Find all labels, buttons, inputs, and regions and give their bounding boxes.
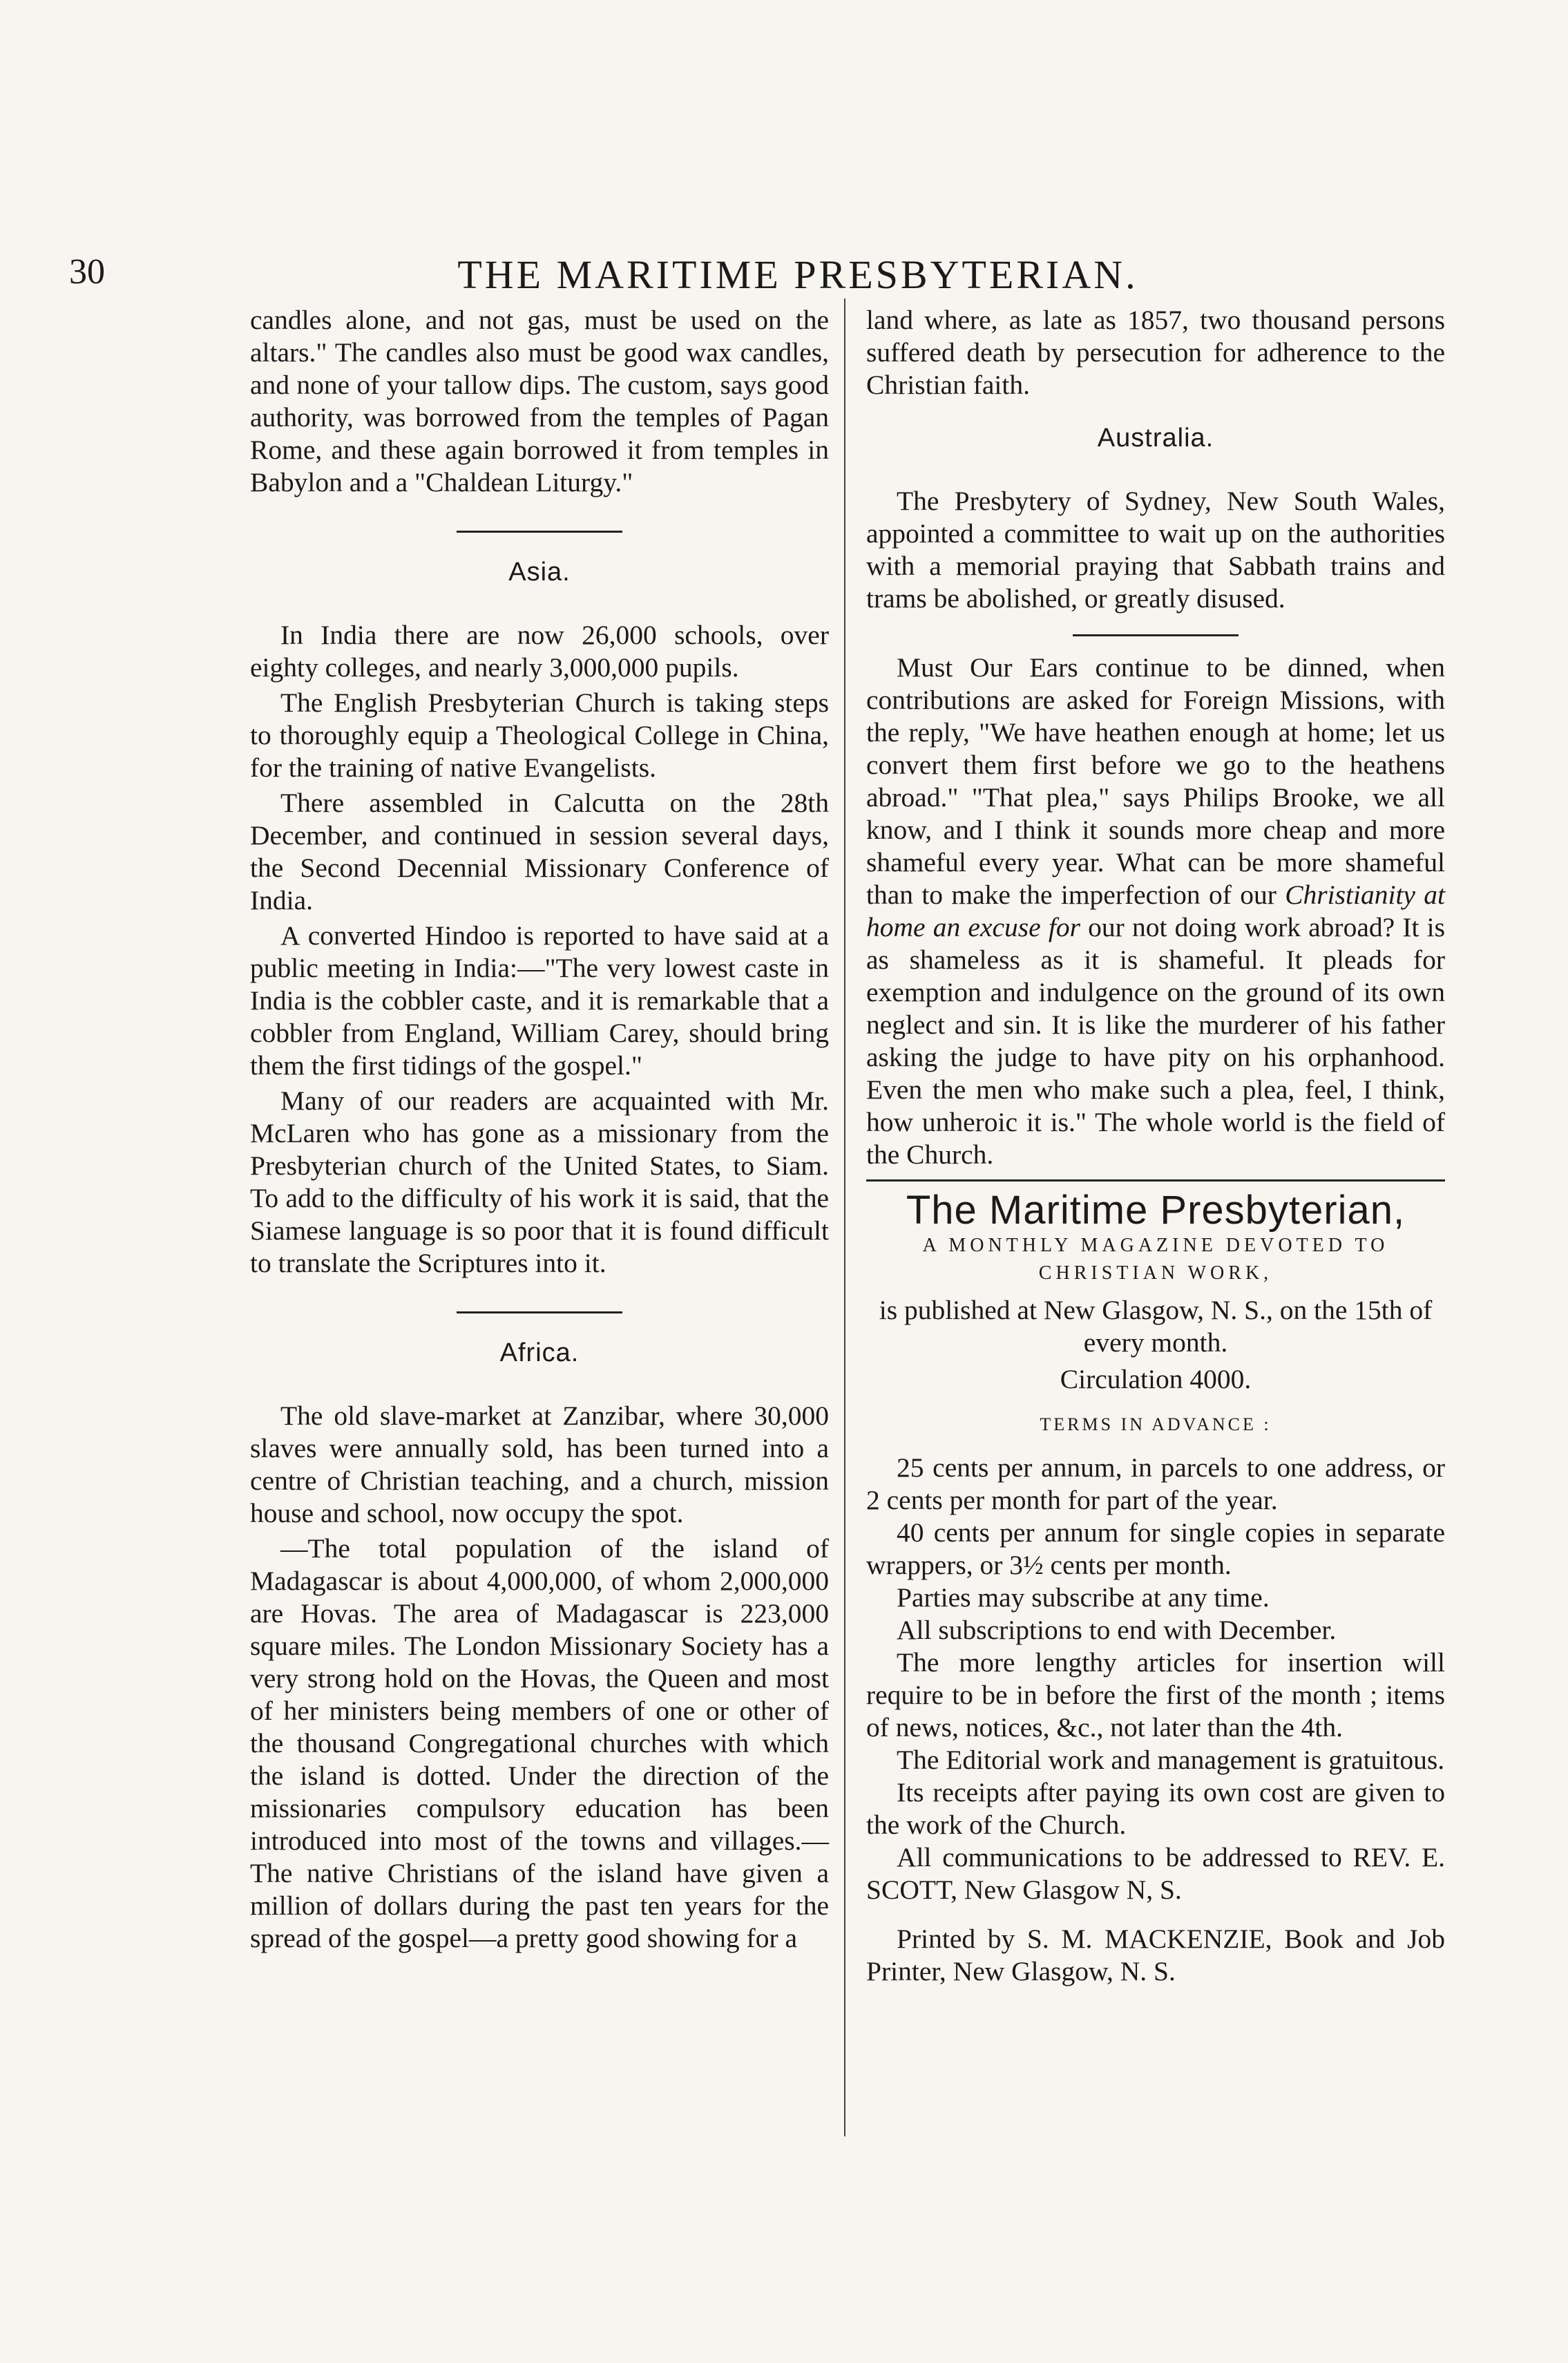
page-header xyxy=(69,249,1423,304)
running-title: THE MARITIME PRESBYTERIAN. xyxy=(457,252,1138,297)
section-heading-australia: Australia. xyxy=(1097,424,1214,453)
terms-item: The more lengthy articles for insertion will require to be in before the first of the month ; items of news, notices, &c., not later than the 4th. xyxy=(866,1647,1445,1743)
section-rule xyxy=(1073,634,1239,636)
section-heading-asia: Asia. xyxy=(508,558,571,587)
intro-paragraph: candles alone, and not gas, must be used on the altars." The candles also must be good wax candles, and none of your tallow dips. The custom, says good authority, was borrowed from the temples of Pagan Rome, and these again borrowed it from temples in Babylon and a "Chaldean Liturgy." xyxy=(250,305,829,497)
continued-paragraph: land where, as late as 1857, two thousand persons suffered death by persecution for adherence to the Christian faith. xyxy=(866,305,1445,400)
left-column xyxy=(250,304,829,1957)
must-paragraph xyxy=(866,652,1445,1171)
asia-paragraph: The English Presbyterian Church is taking steps to thoroughly equip a Theological College in China, for the training of native Evangelists. xyxy=(250,687,829,783)
terms-item: All communications to be addressed to REV. E. SCOTT, New Glasgow N, S. xyxy=(866,1842,1445,1905)
terms-item: Parties may subscribe at any time. xyxy=(897,1582,1270,1613)
australia-paragraph: The Presbytery of Sydney, New South Wales, appointed a committee to wait up on the authorities with a memorial praying that Sabbath trains and trams be abolished, or greatly disused. xyxy=(866,486,1445,614)
masthead xyxy=(866,1188,1445,1988)
must-paragraph-italic: Christianity at home an excuse for xyxy=(866,880,1446,942)
section-rule xyxy=(457,1311,622,1313)
section-rule xyxy=(457,531,622,533)
must-paragraph-lead: Must Our Ears continue to be dinned, when contributions are asked for Foreign Missions, with the reply, "We have heathen enough at home; let us convert them first before we go to the heathens abroad." "That plea," says Philips Brooke, we all know, and I think it sounds more cheap and more shameful every year. What can be more shameful than to make the imperfection of our xyxy=(866,652,1445,910)
terms-item: Its receipts after paying its own cost are given to the work of the Church. xyxy=(866,1777,1445,1840)
right-column xyxy=(866,304,1445,1988)
column-divider xyxy=(844,298,845,2136)
terms-heading: TERMS IN ADVANCE : xyxy=(1040,1414,1272,1434)
masthead-published: is published at New Glasgow, N. S., on the 15th of every month. xyxy=(879,1295,1433,1358)
section-heading-africa: Africa. xyxy=(499,1338,580,1367)
asia-paragraph: In India there are now 26,000 schools, over eighty colleges, and nearly 3,000,000 pupils. xyxy=(250,620,829,683)
page-number: 30 xyxy=(69,252,105,292)
asia-paragraph: There assembled in Calcutta on the 28th December, and continued in session several days, the Second Decennial Missionary Conference of India. xyxy=(250,788,829,915)
masthead-title: The Maritime Presbyterian, xyxy=(906,1188,1406,1233)
must-paragraph-tail: our not doing work abroad? It is as shameless as it is shameful. It pleads for exemption and indulgence on the ground of its own neglect and sin. It is like the murderer of his father asking the judge to have pity on his orphanhood. Even the men who make such a plea, feel, I think, how unheroic it is." The whole world is the field of the Church. xyxy=(866,912,1445,1170)
masthead-circulation: Circulation 4000. xyxy=(1060,1364,1252,1394)
africa-paragraph: —The total population of the island of Madagascar is about 4,000,000, of whom 2,000,000 are Hovas. The area of Madagascar is 223,000 square miles. The London Missionary Society has a very strong hold on the Hovas, the Queen and most of her ministers being members of one or other of the thousand Congregational churches with which the island is dotted. Under the direction of the missionaries compulsory education has been introduced into most of the towns and villages.—The native Christians of the island have given a million of dollars during the past ten years for the spread of the gospel—a pretty good showing for a xyxy=(250,1533,829,1953)
masthead-subtitle: A MONTHLY MAGAZINE DEVOTED TO CHRISTIAN WORK, xyxy=(922,1235,1389,1284)
asia-paragraph: Many of our readers are acquainted with Mr. McLaren who has gone as a missionary from the Presbyterian church of the United States, to Siam. To add to the difficulty of his work it is said, that the Siamese language is so poor that it is found difficult to translate the Scriptures into it. xyxy=(250,1085,829,1278)
terms-item: All subscriptions to end with December. xyxy=(897,1615,1337,1645)
terms-item: 25 cents per annum, in parcels to one address, or 2 cents per month for part of the year. xyxy=(866,1452,1445,1515)
masthead-rule xyxy=(866,1179,1445,1182)
printer-line: Printed by S. M. MACKENZIE, Book and Job Printer, New Glasgow, N. S. xyxy=(866,1924,1445,1986)
terms-item: 40 cents per annum for single copies in separate wrappers, or 3½ cents per month. xyxy=(866,1517,1445,1580)
africa-paragraph: The old slave-market at Zanzibar, where 30,000 slaves were annually sold, has been turned into a centre of Christian teaching, and a church, mission house and school, now occupy the spot. xyxy=(250,1401,829,1528)
terms-item: The Editorial work and management is gratuitous. xyxy=(897,1745,1445,1775)
asia-paragraph: A converted Hindoo is reported to have said at a public meeting in India:—"The very lowest caste in India is the cobbler caste, and it is remarkable that a cobbler from England, William Carey, should bring them the first tidings of the gospel." xyxy=(250,920,829,1081)
